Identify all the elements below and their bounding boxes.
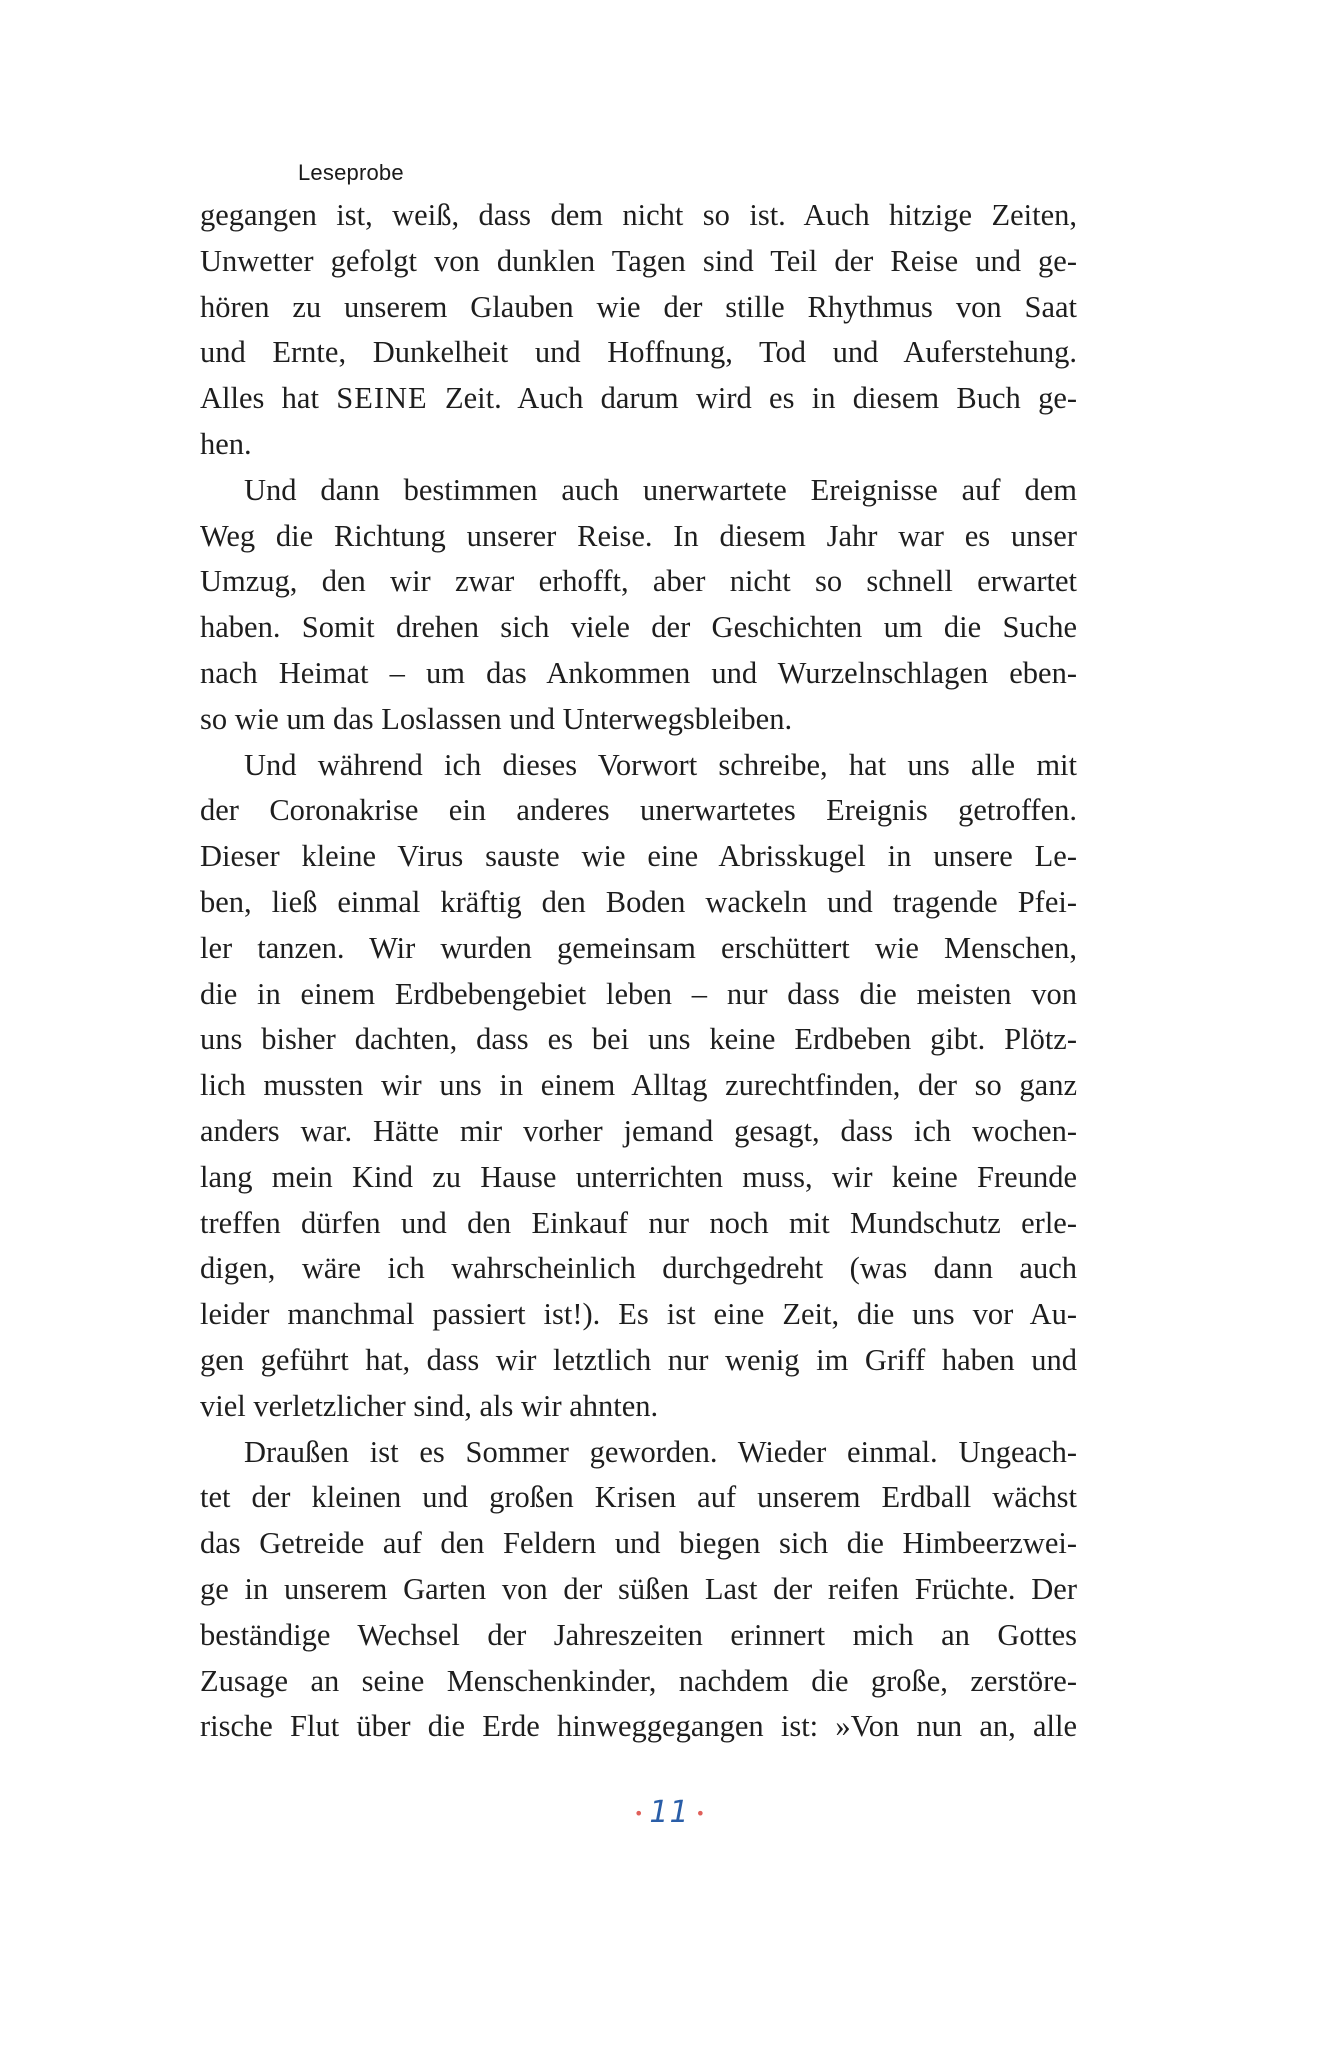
- text-line: ler tanzen. Wir wurden gemeinsam erschüttert wie Menschen,: [200, 930, 1077, 965]
- text-line: Umzug, den wir zwar erhofft, aber nicht so schnell erwartet: [200, 564, 1077, 599]
- page-number-value: 11: [649, 1795, 690, 1830]
- text-line: tet der kleinen und großen Krisen auf unserem Erdball wächst: [200, 1480, 1077, 1515]
- text-line: leider manchmal passiert ist!). Es ist eine Zeit, die uns vor Au-: [200, 1297, 1077, 1332]
- body-text: [200, 193, 1077, 1750]
- text-line: Unwetter gefolgt von dunklen Tagen sind Teil der Reise und ge-: [200, 243, 1077, 278]
- text-line: haben. Somit drehen sich viele der Geschichten um die Suche: [200, 610, 1077, 645]
- ornament-dot-left: •: [633, 1804, 644, 1823]
- text-line: ben, ließ einmal kräftig den Boden wackeln und tragende Pfei-: [200, 884, 1077, 919]
- text-line: ge in unserem Garten von der süßen Last der reifen Früchte. Der: [200, 1571, 1077, 1606]
- text-line: lich mussten wir uns in einem Alltag zurechtfinden, der so ganz: [200, 1068, 1077, 1103]
- text-line: hören zu unserem Glauben wie der stille Rhythmus von Saat: [200, 289, 1077, 324]
- text-line: Zusage an seine Menschenkinder, nachdem die große, zerstöre-: [200, 1663, 1077, 1698]
- text-line: gen geführt hat, dass wir letztlich nur wenig im Griff haben und: [200, 1342, 1077, 1377]
- text-line: Und dann bestimmen auch unerwartete Ereignisse auf dem: [244, 472, 1077, 507]
- text-fragment: Alles hat: [200, 381, 319, 416]
- text-fragment: Zeit. Auch darum wird es in diesem Buch ge-: [444, 381, 1078, 416]
- text-line: Dieser kleine Virus sauste wie eine Abrisskugel in unsere Le-: [200, 839, 1077, 874]
- text-line: viel verletzlicher sind, als wir ahnten.: [200, 1388, 659, 1423]
- text-line: Draußen ist es Sommer geworden. Wieder einmal. Ungeach-: [244, 1434, 1077, 1469]
- leseprobe-header: Leseprobe: [298, 160, 404, 185]
- text-line: uns bisher dachten, dass es bei uns keine Erdbeben gibt. Plötz-: [200, 1022, 1077, 1057]
- text-line: lang mein Kind zu Hause unterrichten muss, wir keine Freunde: [200, 1159, 1077, 1194]
- text-line: digen, wäre ich wahrscheinlich durchgedreht (was dann auch: [200, 1251, 1077, 1286]
- text-line: so wie um das Loslassen und Unterwegsbleiben.: [200, 701, 793, 736]
- text-line: anders war. Hätte mir vorher jemand gesagt, dass ich wochen-: [200, 1113, 1077, 1148]
- small-caps-word: SEINE: [336, 381, 428, 416]
- text-line: hen.: [200, 426, 252, 461]
- ornament-dot-right: •: [695, 1804, 706, 1823]
- text-line: beständige Wechsel der Jahreszeiten erinnert mich an Gottes: [200, 1617, 1077, 1652]
- text-line: nach Heimat – um das Ankommen und Wurzelnschlagen eben-: [200, 655, 1077, 690]
- text-line: Und während ich dieses Vorwort schreibe, hat uns alle mit: [244, 747, 1077, 782]
- text-line: [200, 376, 1077, 422]
- text-line: der Coronakrise ein anderes unerwartetes Ereignis getroffen.: [200, 793, 1077, 828]
- text-line: gegangen ist, weiß, dass dem nicht so ist. Auch hitzige Zeiten,: [200, 198, 1077, 232]
- text-line: Weg die Richtung unserer Reise. In diesem Jahr war es unser: [200, 518, 1077, 553]
- text-line: treffen dürfen und den Einkauf nur noch mit Mundschutz erle-: [200, 1205, 1077, 1240]
- text-line: die in einem Erdbebengebiet leben – nur dass die meisten von: [200, 976, 1077, 1011]
- text-line: das Getreide auf den Feldern und biegen sich die Himbeerzwei-: [200, 1526, 1077, 1561]
- text-line: rische Flut über die Erde hinweggegangen ist: »Von nun an, alle: [200, 1709, 1077, 1744]
- page-number: [0, 1795, 1339, 1830]
- text-line: und Ernte, Dunkelheit und Hoffnung, Tod und Auferstehung.: [200, 335, 1077, 370]
